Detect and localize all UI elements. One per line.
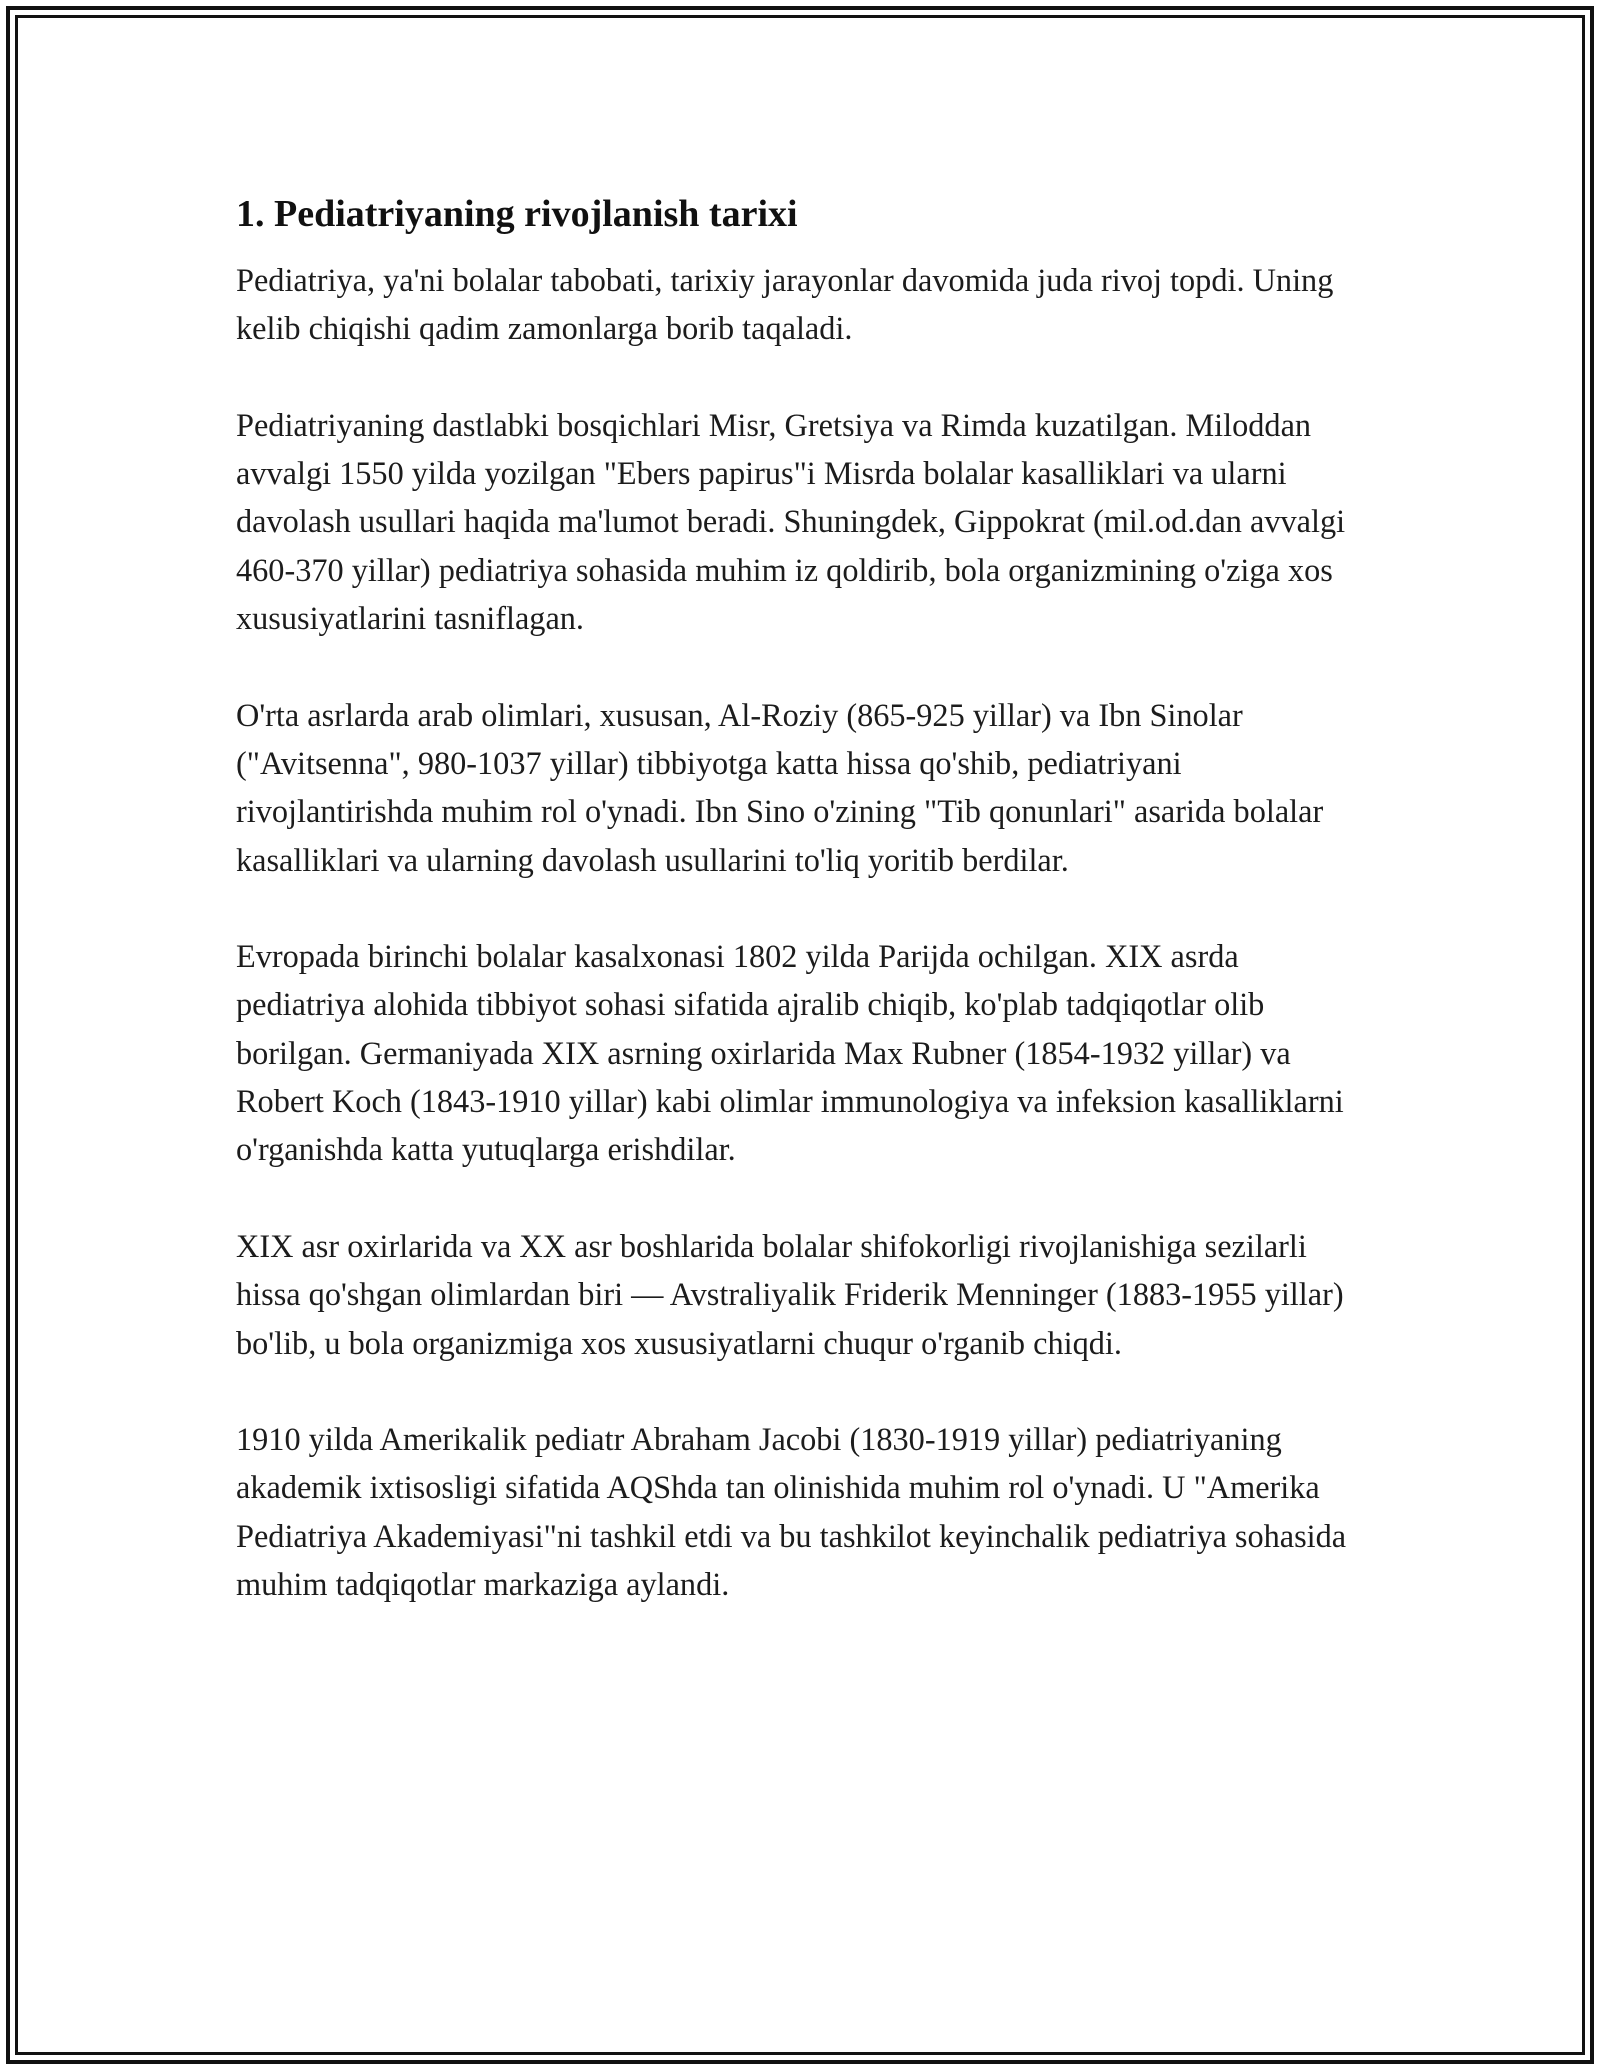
document-body xyxy=(236,186,1366,1608)
paragraph-jacobi: 1910 yilda Amerikalik pediatr Abraham Jacobi (1830-1919 yillar) pediatriyaning akademik ixtisosligi sifatida AQShda tan olinishida muhim rol o'ynadi. U "Amerika Pediatriya Akademiyasi"ni tashkil etdi va bu tashkilot keyinchalik pediatriya sohasida muhim tadqiqotlar markaziga aylandi. xyxy=(236,1421,1347,1603)
paragraph-menninger: XIX asr oxirlarida va XX asr boshlarida bolalar shifokorligi rivojlanishiga sezilarli hissa qo'shgan olimlardan biri — Avstraliyalik Friderik Menninger (1883-1955 yillar) bo'lib, u bola organizmiga xos xususiyatlarni chuqur o'rganib chiqdi. xyxy=(236,1227,1344,1361)
section-title: 1. Pediatriyaning rivojlanish tarixi xyxy=(236,193,798,235)
paragraph-europe: Evropada birinchi bolalar kasalxonasi 1802 yilda Parijda ochilgan. XIX asrda pediatriya alohida tibbiyot sohasi sifatida ajralib chiqib, ko'plab tadqiqotlar olib borilgan. Germaniyada XIX asrning oxirlarida Max Rubner (1854-1932 yillar) va Robert Koch (1843-1910 yillar) kabi olimlar immunologiya va infeksion kasalliklarni o'rganishda katta yutuqlarga erishdilar. xyxy=(236,938,1344,1168)
paragraph-introduction: Pediatriya, ya'ni bolalar tabobati, tarixiy jarayonlar davomida juda rivoj topdi. Uning kelib chiqishi qadim zamonlarga borib taqaladi. xyxy=(236,262,1334,347)
paragraph-middle-ages: O'rta asrlarda arab olimlari, xususan, Al-Roziy (865-925 yillar) va Ibn Sinolar ("Avitsenna", 980-1037 yillar) tibbiyotga katta hissa qo'shib, pediatriyani rivojlantirishda muhim rol o'ynadi. Ibn Sino o'zining "Tib qonunlari" asarida bolalar kasalliklari va ularning davolash usullarini to'liq yoritib berdilar. xyxy=(236,696,1324,878)
paragraph-ancient-history: Pediatriyaning dastlabki bosqichlari Misr, Gretsiya va Rimda kuzatilgan. Miloddan avvalgi 1550 yilda yozilgan "Ebers papirus"i Misrda bolalar kasalliklari va ularni davolash usullari haqida ma'lumot beradi. Shuningdek, Gippokrat (mil.od.dan avvalgi 460-370 yillar) pediatriya sohasida muhim iz qoldirib, bola organizmining o'ziga xos xususiyatlarini tasniflagan. xyxy=(236,406,1346,637)
